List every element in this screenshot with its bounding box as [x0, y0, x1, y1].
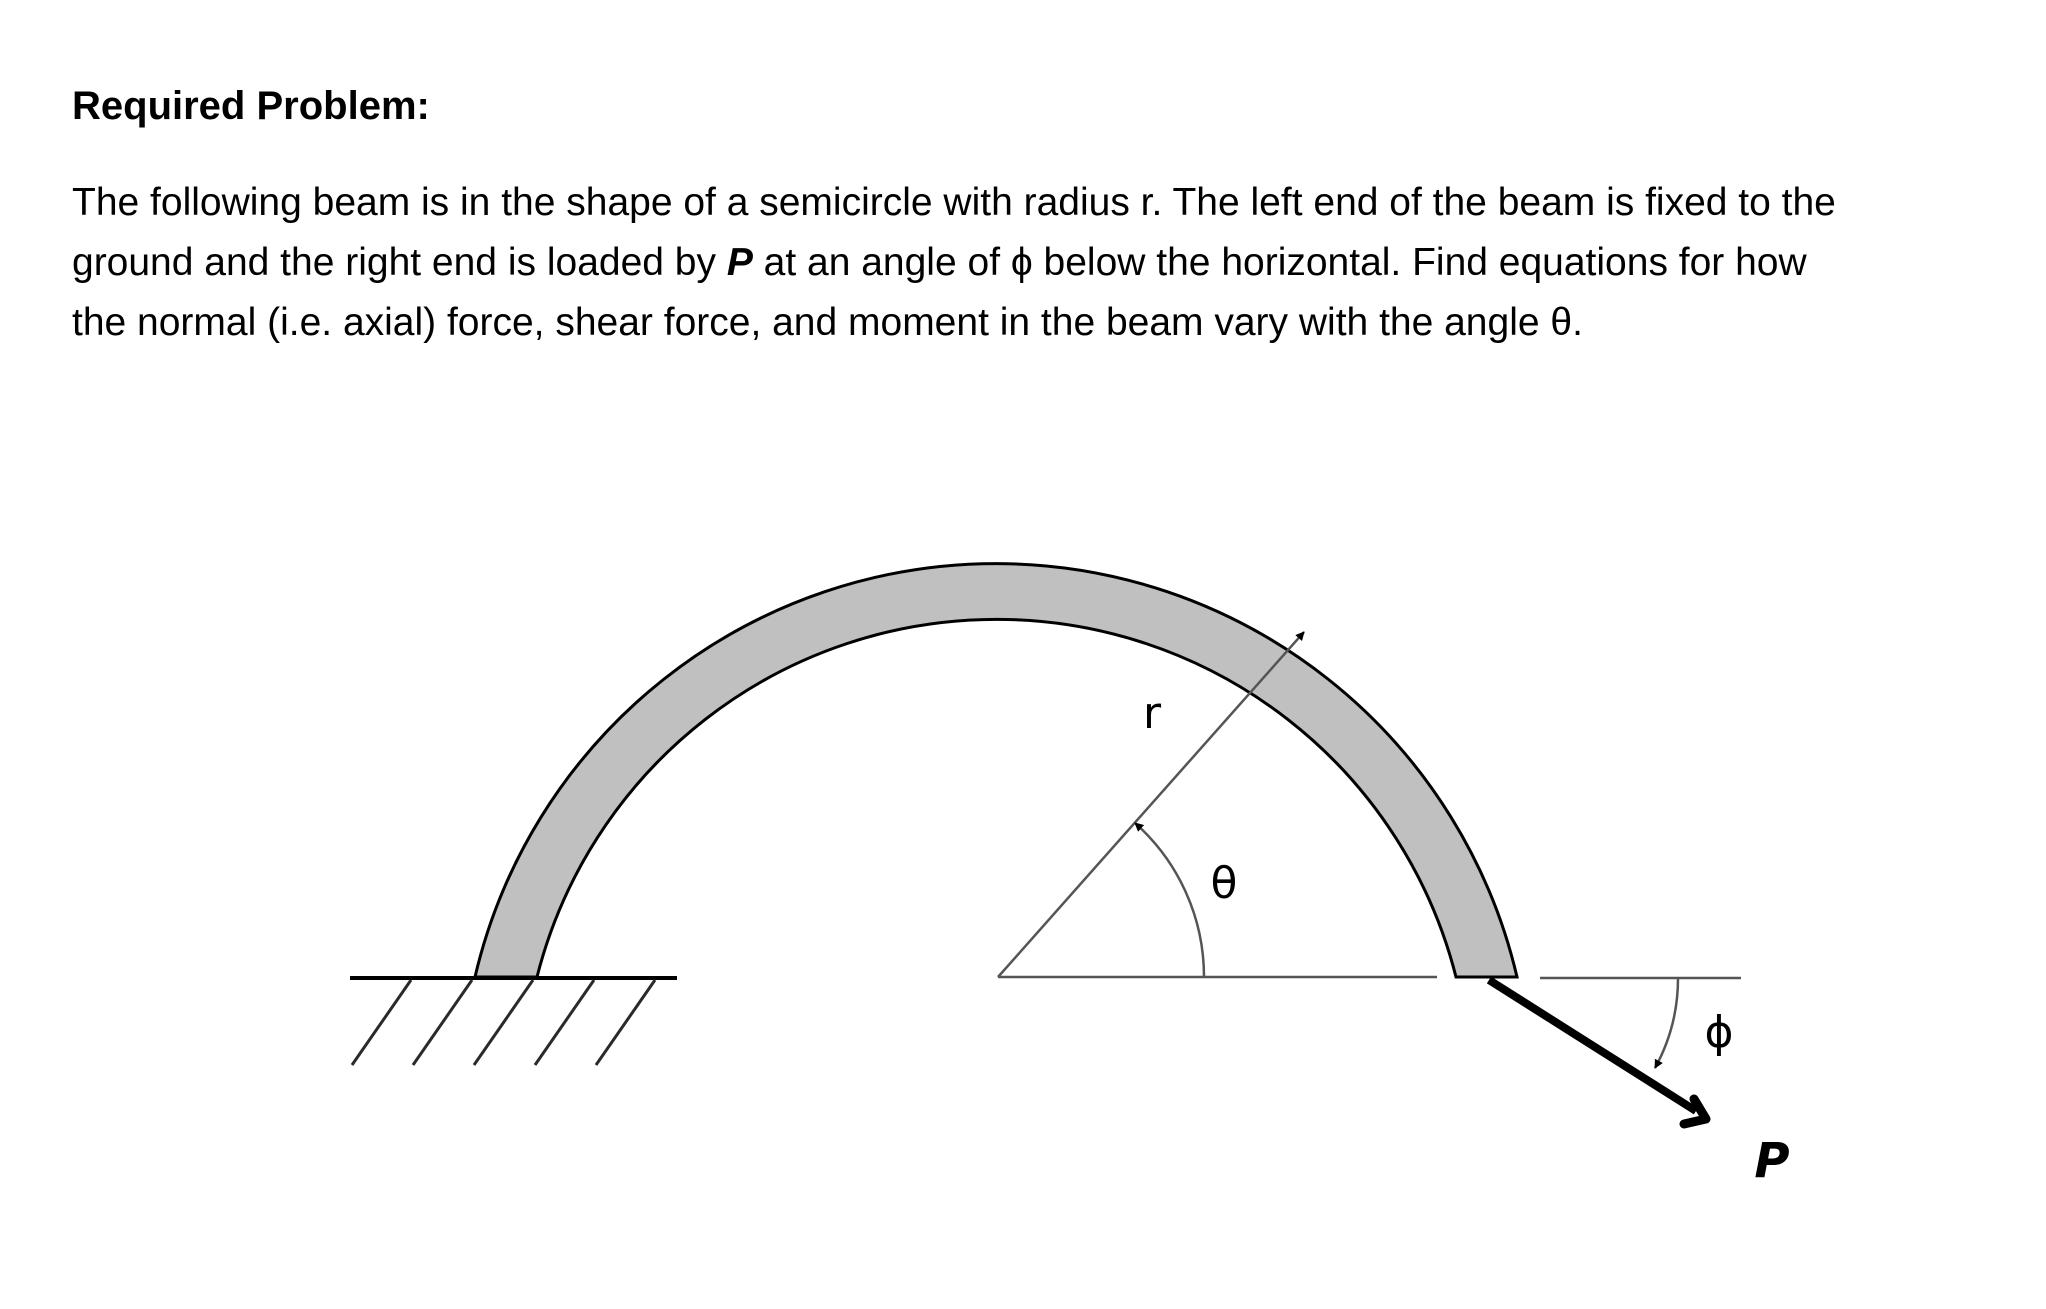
phi-arc: [1655, 978, 1678, 1068]
problem-line-3: the normal (i.e. axial) force, shear force, and moment in the beam vary with the angle θ.: [72, 301, 1583, 344]
radius-label: r: [1142, 688, 1162, 739]
problem-line-2-end: at an angle of ϕ below the horizontal. Find equations for how: [752, 241, 1807, 284]
semicircular-beam: [475, 564, 1517, 977]
theta-arc: [1135, 823, 1204, 977]
problem-line-1: The following beam is in the shape of a semicircle with radius r. The left end of the beam is fixed to the: [72, 181, 1836, 224]
radius-line: [998, 632, 1304, 977]
problem-line-2-start: ground and the right end is loaded by: [72, 241, 727, 284]
force-label: P: [1754, 1133, 1790, 1189]
fixed-support: [350, 978, 677, 1065]
phi-label: ϕ: [1704, 1007, 1734, 1058]
force-symbol-inline: P: [726, 241, 753, 284]
ground-hatching: [352, 980, 655, 1065]
load-force-arrow: [1489, 980, 1706, 1124]
theta-label: θ: [1210, 858, 1238, 909]
problem-heading: Required Problem:: [72, 84, 430, 128]
